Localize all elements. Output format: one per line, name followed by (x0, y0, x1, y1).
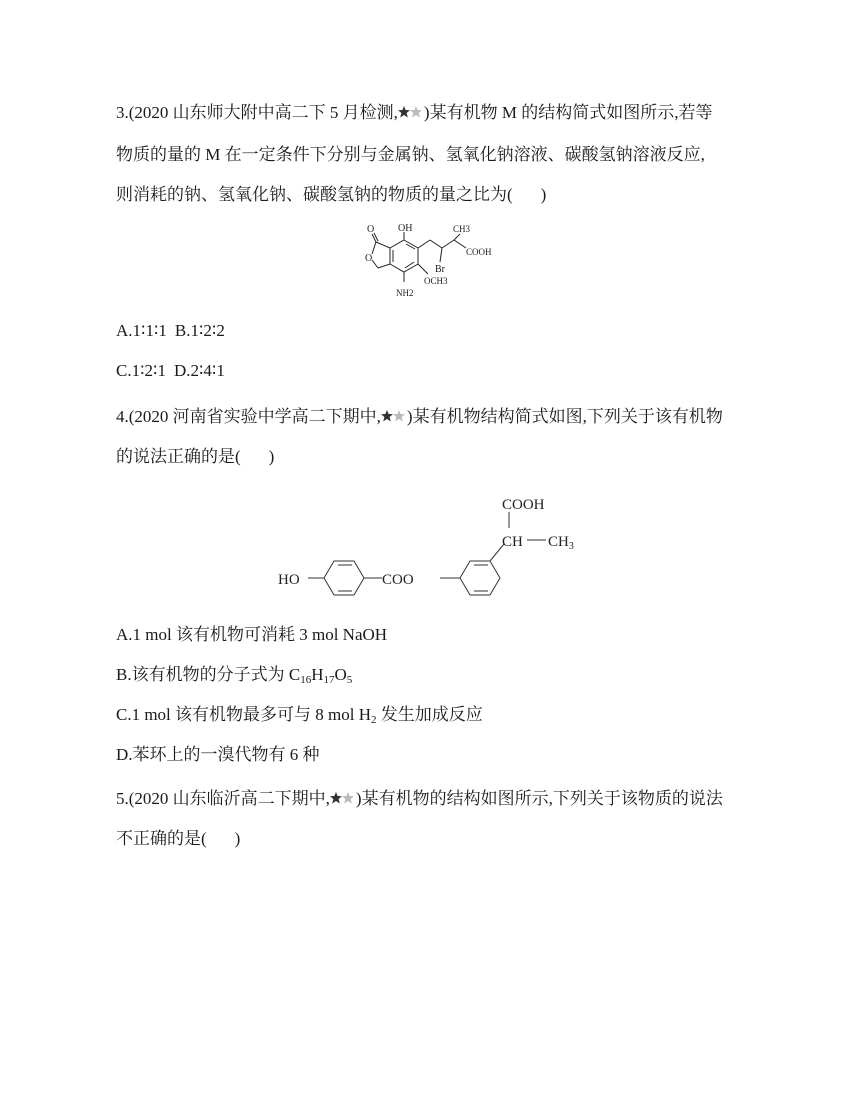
cooh-label: COOH (502, 497, 545, 513)
q5-line-2: 不正确的是( ) (116, 829, 241, 848)
q4-option-d: D.苯环上的一溴代物有 6 种 (116, 745, 320, 764)
ring-oxygen-label: O (365, 253, 373, 264)
q4-option-b: B.该有机物的分子式为 $C_{16}H_{17}O_5$ (116, 665, 353, 686)
q3-line-3: 则消耗的钠、氢氧化钠、碳酸氢钠的物质的量之比为( ) (116, 185, 547, 204)
q4-option-c: C.1 mol 该有机物最多可与 8 mol $H_2$ 发生加成反应 (116, 705, 483, 726)
q3-option-a: A.1∶1∶1 (116, 321, 167, 340)
q4-line-2: 的说法正确的是( ) (116, 447, 275, 466)
q3-option-c: C.1∶2∶1 (116, 361, 166, 380)
ester-label: COO (382, 572, 414, 588)
ch3-label: CH3 (453, 224, 471, 234)
q3-line-2: 物质的量的 M 在一定条件下分别与金属钠、氢氧化钠溶液、碳酸氢钠溶液反应, (116, 145, 705, 164)
difficulty-stars-icon (381, 409, 407, 423)
ho-label: HO (278, 572, 300, 588)
ch3-label: $CH_3$ (548, 534, 574, 552)
och3-label: OCH3 (424, 276, 448, 286)
difficulty-stars-icon (330, 791, 356, 805)
q3-source: 3.(2020 山东师大附中高二下 5 月检测, (116, 103, 398, 122)
q3-structure-diagram (356, 220, 506, 306)
q4-line-1: 4.(2020 河南省实验中学高二下期中, )某有机物结构简式如图,下列关于该有机物 (116, 407, 723, 426)
q5-source: 5.(2020 山东临沂高二下期中, (116, 789, 330, 808)
ch-label: CH (502, 534, 523, 550)
q3-line-1: 3.(2020 山东师大附中高二下 5 月检测, )某有机物 M 的结构简式如图所示,若等 (116, 103, 713, 122)
br-label: Br (435, 264, 445, 275)
q5-line-1: 5.(2020 山东临沂高二下期中, )某有机物的结构如图所示,下列关于该物质的说法 (116, 789, 723, 808)
q4-source: 4.(2020 河南省实验中学高二下期中, (116, 407, 381, 426)
difficulty-stars-icon (398, 105, 424, 119)
q4-option-a: A.1 mol 该有机物可消耗 3 mol NaOH (116, 625, 388, 644)
q4-structure-diagram (272, 488, 592, 608)
q3-options-row-1 (116, 320, 225, 342)
cooh-label: COOH (466, 247, 492, 257)
q3-option-d: D.2∶4∶1 (173, 361, 225, 380)
q3-options-row-2 (116, 360, 225, 382)
carbonyl-oxygen-label: O (367, 224, 375, 235)
oh-label: OH (398, 223, 413, 234)
q3-option-b: B.1∶2∶2 (174, 321, 225, 340)
nh2-label: NH2 (396, 288, 414, 298)
